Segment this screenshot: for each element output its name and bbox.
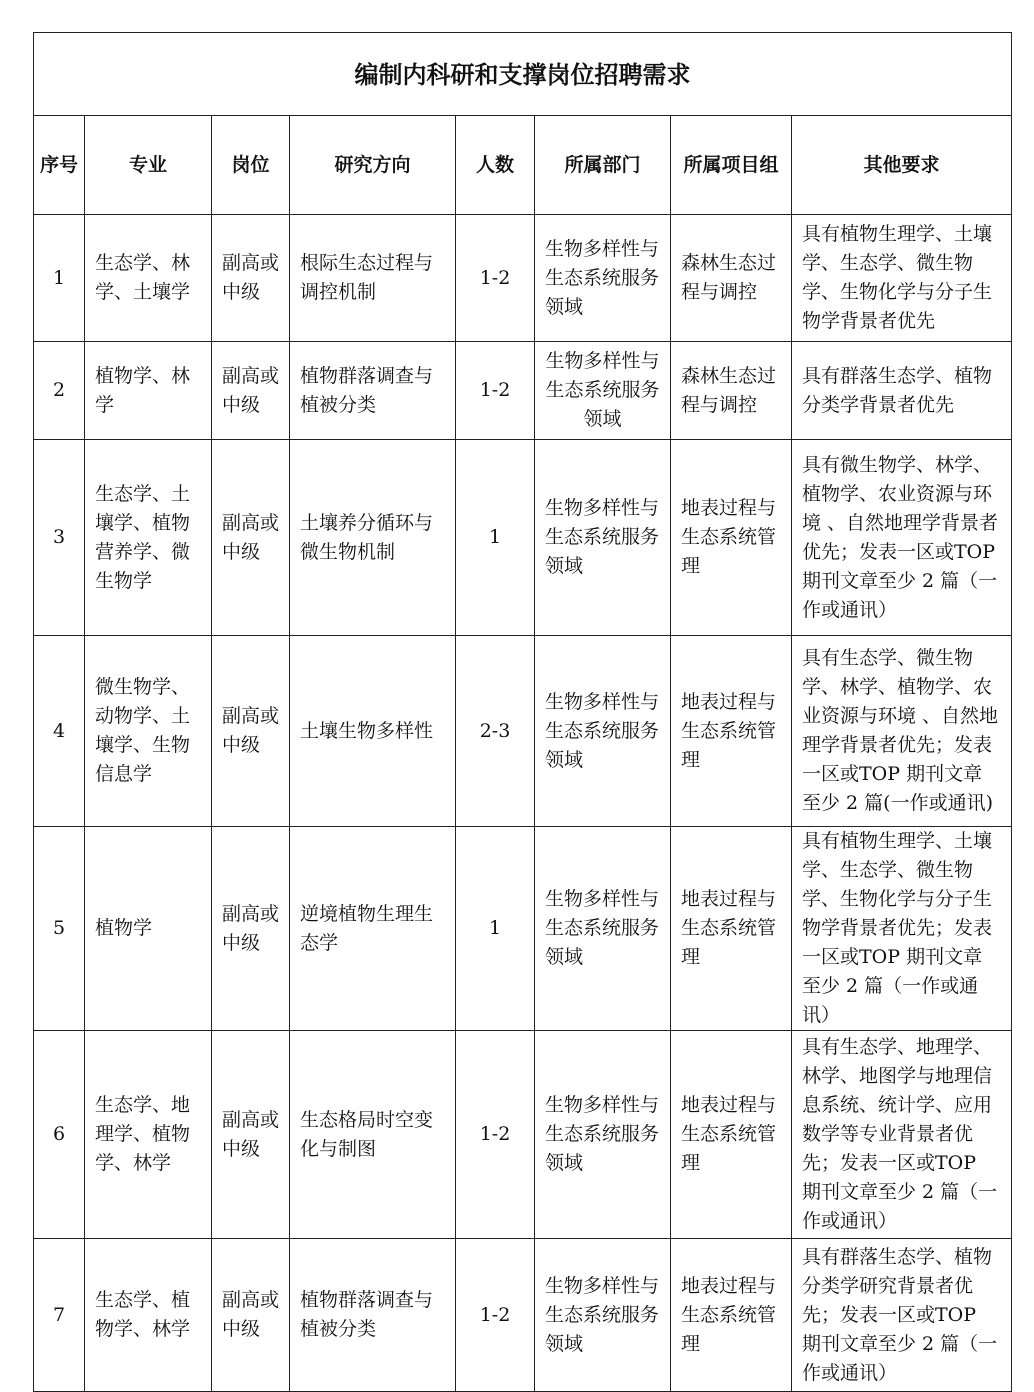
- row-major: 生态学、土壤学、植物营养学、微生物学: [85, 440, 212, 636]
- row-count: 2-3: [456, 636, 535, 827]
- row-seq: 1: [34, 215, 85, 342]
- row-post: 副高或中级: [212, 1031, 290, 1239]
- row-dept: 生物多样性与生态系统服务领域: [535, 440, 671, 636]
- header-count: 人数: [456, 116, 535, 215]
- header-group: 所属项目组: [671, 116, 792, 215]
- row-requirements: 具有植物生理学、土壤学、生态学、微生物学、生物化学与分子生物学背景者优先: [792, 215, 1012, 342]
- table-title: 编制内科研和支撑岗位招聘需求: [34, 33, 1012, 116]
- row-seq: 2: [34, 342, 85, 440]
- row-count: 1: [456, 440, 535, 636]
- title-row: [34, 33, 1012, 116]
- header-post: 岗位: [212, 116, 290, 215]
- table-row: [34, 827, 1012, 1031]
- table-row: [34, 1239, 1012, 1392]
- row-major: 植物学、林学: [85, 342, 212, 440]
- row-seq: 5: [34, 827, 85, 1031]
- row-group: 地表过程与生态系统管理: [671, 636, 792, 827]
- row-post: 副高或中级: [212, 215, 290, 342]
- table-row: [34, 342, 1012, 440]
- header-direction: 研究方向: [290, 116, 456, 215]
- table-row: [34, 440, 1012, 636]
- row-count: 1: [456, 827, 535, 1031]
- row-dept: 生物多样性与生态系统服务领域: [535, 1031, 671, 1239]
- row-group: 地表过程与生态系统管理: [671, 440, 792, 636]
- row-requirements: 具有微生物学、林学、植物学、农业资源与环境 、自然地理学背景者优先；发表一区或TOP 期刊文章至少 2 篇（一作或通讯）: [792, 440, 1012, 636]
- row-direction: 植物群落调查与植被分类: [290, 1239, 456, 1392]
- row-group: 森林生态过程与调控: [671, 215, 792, 342]
- row-dept: 生物多样性与生态系统服务领域: [535, 1239, 671, 1392]
- row-requirements: 具有生态学、微生物学、林学、植物学、农业资源与环境 、自然地理学背景者优先；发表一区或TOP 期刊文章至少 2 篇(一作或通讯): [792, 636, 1012, 827]
- row-count: 1-2: [456, 215, 535, 342]
- header-dept: 所属部门: [535, 116, 671, 215]
- row-major: 植物学: [85, 827, 212, 1031]
- row-seq: 3: [34, 440, 85, 636]
- table-row: [34, 1031, 1012, 1239]
- table-row: [34, 636, 1012, 827]
- row-dept: 生物多样性与生态系统服务领域: [535, 827, 671, 1031]
- header-seq: 序号: [34, 116, 85, 215]
- row-requirements: 具有生态学、地理学、林学、地图学与地理信息系统、统计学、应用数学等专业背景者优先；发表一区或TOP 期刊文章至少 2 篇（一作或通讯）: [792, 1031, 1012, 1239]
- row-group: 地表过程与生态系统管理: [671, 1031, 792, 1239]
- row-post: 副高或中级: [212, 342, 290, 440]
- row-dept: 生物多样性与生态系统服务领域: [535, 636, 671, 827]
- row-direction: 土壤养分循环与微生物机制: [290, 440, 456, 636]
- row-group: 森林生态过程与调控: [671, 342, 792, 440]
- recruitment-table: [33, 32, 1012, 1392]
- row-post: 副高或中级: [212, 1239, 290, 1392]
- row-major: 微生物学、动物学、土壤学、生物信息学: [85, 636, 212, 827]
- row-dept: 生物多样性与生态系统服务领域: [535, 215, 671, 342]
- header-requirements: 其他要求: [792, 116, 1012, 215]
- row-seq: 7: [34, 1239, 85, 1392]
- row-post: 副高或中级: [212, 827, 290, 1031]
- table-row: [34, 215, 1012, 342]
- header-major: 专业: [85, 116, 212, 215]
- row-seq: 4: [34, 636, 85, 827]
- row-group: 地表过程与生态系统管理: [671, 1239, 792, 1392]
- row-requirements: 具有群落生态学、植物分类学背景者优先: [792, 342, 1012, 440]
- row-group: 地表过程与生态系统管理: [671, 827, 792, 1031]
- row-count: 1-2: [456, 1031, 535, 1239]
- row-major: 生态学、地理学、植物学、林学: [85, 1031, 212, 1239]
- row-count: 1-2: [456, 342, 535, 440]
- row-major: 生态学、林学、土壤学: [85, 215, 212, 342]
- row-major: 生态学、植物学、林学: [85, 1239, 212, 1392]
- row-requirements: 具有植物生理学、土壤学、生态学、微生物学、生物化学与分子生物学背景者优先；发表一区或TOP 期刊文章至少 2 篇（一作或通讯）: [792, 827, 1012, 1031]
- row-dept: 生物多样性与生态系统服务领域: [535, 342, 671, 440]
- row-post: 副高或中级: [212, 440, 290, 636]
- row-direction: 土壤生物多样性: [290, 636, 456, 827]
- row-count: 1-2: [456, 1239, 535, 1392]
- row-direction: 根际生态过程与调控机制: [290, 215, 456, 342]
- row-direction: 逆境植物生理生态学: [290, 827, 456, 1031]
- header-row: [34, 116, 1012, 215]
- row-direction: 植物群落调查与植被分类: [290, 342, 456, 440]
- row-direction: 生态格局时空变化与制图: [290, 1031, 456, 1239]
- row-requirements: 具有群落生态学、植物分类学研究背景者优先；发表一区或TOP 期刊文章至少 2 篇（一作或通讯）: [792, 1239, 1012, 1392]
- row-seq: 6: [34, 1031, 85, 1239]
- row-post: 副高或中级: [212, 636, 290, 827]
